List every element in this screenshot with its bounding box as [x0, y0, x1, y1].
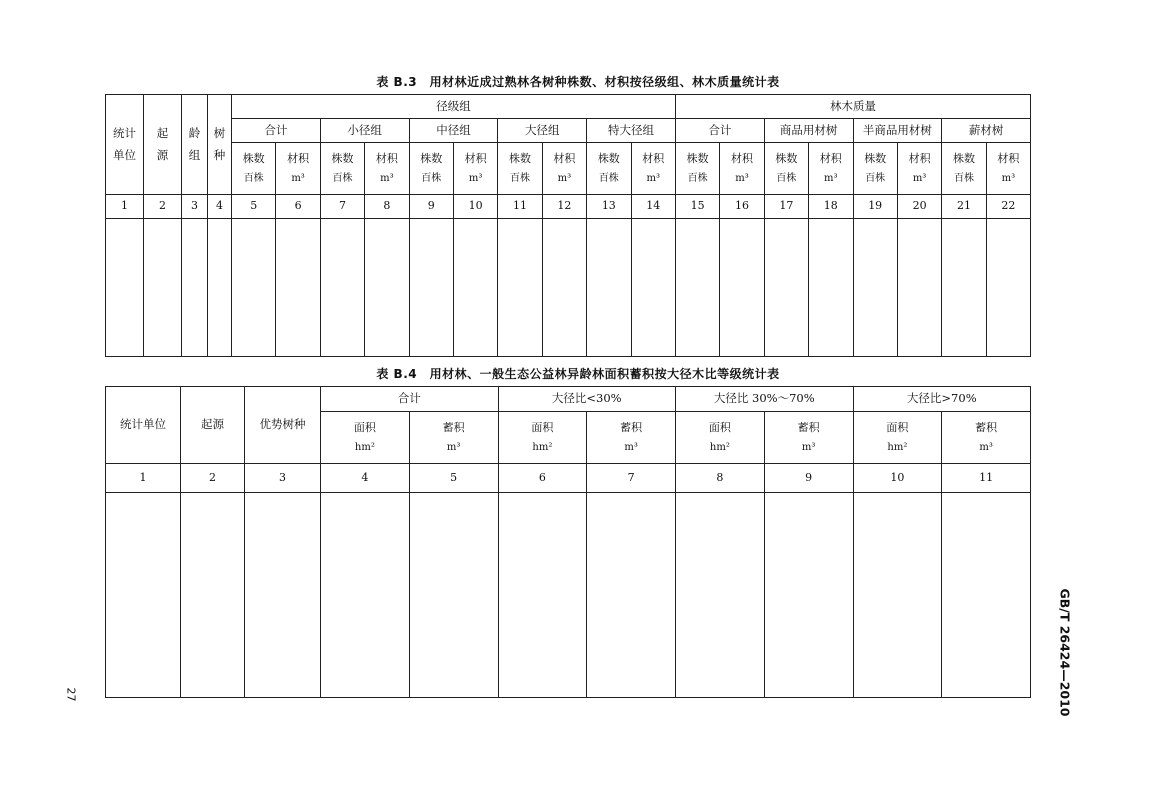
- empty-cell: [208, 219, 232, 357]
- measure-label: 材积: [464, 151, 487, 165]
- empty-cell: [853, 219, 897, 357]
- measure-header-first: [320, 143, 364, 195]
- measure-label: 材积: [642, 151, 665, 165]
- measure-header-first: [321, 412, 410, 464]
- measure-header-first: [498, 143, 542, 195]
- unit-label: 百株: [687, 173, 708, 185]
- empty-cell: [764, 219, 808, 357]
- table-row: [106, 493, 1031, 698]
- measure-header-second: [720, 143, 764, 195]
- measure-label: 材积: [908, 151, 931, 165]
- sub-header: 特大径组: [587, 119, 676, 143]
- unit-label: 百株: [243, 173, 264, 185]
- empty-cell: [365, 219, 409, 357]
- column-number: 8: [676, 464, 765, 493]
- empty-cell: [631, 219, 675, 357]
- empty-cell: [232, 219, 276, 357]
- unit-label: m³: [912, 173, 927, 185]
- unit-label: 百株: [865, 173, 886, 185]
- unit-label: 百株: [510, 173, 531, 185]
- column-number: 4: [321, 464, 410, 493]
- col-header-dominant-species: 优势树种: [245, 387, 321, 464]
- empty-cell: [498, 493, 587, 698]
- column-number: 22: [986, 195, 1030, 219]
- measure-label: 株数: [864, 151, 887, 165]
- column-number: 10: [453, 195, 497, 219]
- column-number: 3: [182, 195, 208, 219]
- table-b3: [105, 94, 1031, 357]
- empty-cell: [853, 493, 942, 698]
- unit-label: m³: [624, 442, 638, 454]
- measure-label: 蓄积: [975, 420, 998, 434]
- col-header-age-group: 龄组: [182, 95, 208, 195]
- empty-cell: [320, 219, 364, 357]
- unit-label: 百株: [953, 173, 974, 185]
- column-number: 2: [181, 464, 245, 493]
- measure-label: 蓄积: [797, 420, 820, 434]
- column-number: 20: [897, 195, 941, 219]
- empty-cell: [181, 493, 245, 698]
- col-header-origin: 起源: [144, 95, 182, 195]
- sub-header: 商品用材树: [764, 119, 853, 143]
- measure-header-first: [853, 412, 942, 464]
- column-number: 10: [853, 464, 942, 493]
- empty-cell: [321, 493, 410, 698]
- unit-label: hm²: [354, 442, 375, 454]
- empty-cell: [942, 493, 1031, 698]
- column-number: 2: [144, 195, 182, 219]
- unit-label: m³: [824, 173, 838, 185]
- measure-label: 株数: [242, 151, 265, 165]
- measure-header-second: [897, 143, 941, 195]
- standard-code: GB/T 26424—2010: [1057, 588, 1073, 717]
- measure-header-first: [942, 143, 986, 195]
- table-b4: [105, 386, 1031, 698]
- measure-label: 材积: [553, 151, 576, 165]
- empty-cell: [675, 219, 719, 357]
- unit-label: m³: [557, 173, 572, 185]
- measure-label: 面积: [708, 420, 731, 434]
- measure-label: 面积: [353, 420, 376, 434]
- unit-label: m³: [1001, 173, 1016, 185]
- empty-cell: [986, 219, 1030, 357]
- sub-header: 薪材树: [942, 119, 1031, 143]
- col-header-unit: 统计单位: [106, 387, 181, 464]
- unit-label: hm²: [887, 442, 908, 454]
- unit-label: m³: [291, 173, 305, 185]
- empty-cell: [587, 219, 631, 357]
- sub-header: 半商品用材树: [853, 119, 942, 143]
- column-number: 7: [587, 464, 676, 493]
- measure-header-second: [631, 143, 675, 195]
- col-header-species: 树种: [208, 95, 232, 195]
- measure-header-first: [587, 143, 631, 195]
- group-header-ratio-lt30: 大径比<30%: [498, 387, 676, 412]
- measure-label: 株数: [420, 151, 443, 165]
- measure-label: 蓄积: [442, 420, 465, 434]
- page-number: 27: [64, 687, 78, 702]
- empty-cell: [498, 219, 542, 357]
- column-number: 14: [631, 195, 675, 219]
- measure-header-first: [853, 143, 897, 195]
- empty-cell: [144, 219, 182, 357]
- measure-header-first: [232, 143, 276, 195]
- col-header-origin: 起源: [181, 387, 245, 464]
- empty-cell: [276, 219, 320, 357]
- column-number: 12: [542, 195, 586, 219]
- unit-label: 百株: [776, 173, 797, 185]
- column-number: 7: [320, 195, 364, 219]
- empty-cell: [409, 493, 498, 698]
- unit-label: 百株: [598, 173, 619, 185]
- unit-label: m³: [468, 173, 483, 185]
- table-b4-title: 表 B.4 用材林、一般生态公益林异龄林面积蓄积按大径木比等级统计表: [376, 367, 780, 381]
- measure-header-second: [986, 143, 1030, 195]
- column-number: 9: [409, 195, 453, 219]
- unit-label: m³: [979, 442, 993, 454]
- measure-header-first: [676, 412, 765, 464]
- empty-cell: [809, 219, 853, 357]
- group-header-timber-quality: 林木质量: [675, 95, 1030, 119]
- measure-label: 材积: [287, 151, 310, 165]
- sub-header: 小径组: [320, 119, 409, 143]
- measure-label: 株数: [331, 151, 354, 165]
- column-number: 18: [809, 195, 853, 219]
- empty-cell: [245, 493, 321, 698]
- empty-cell: [106, 493, 181, 698]
- column-number: 16: [720, 195, 764, 219]
- column-number: 1: [106, 464, 181, 493]
- measure-label: 面积: [531, 420, 554, 434]
- empty-cell: [409, 219, 453, 357]
- sub-header: 合计: [675, 119, 764, 143]
- unit-label: m³: [380, 173, 394, 185]
- measure-header-second: [276, 143, 320, 195]
- measure-label: 面积: [886, 420, 909, 434]
- column-number: 5: [409, 464, 498, 493]
- column-number: 1: [106, 195, 144, 219]
- sub-header: 中径组: [409, 119, 498, 143]
- column-number: 11: [942, 464, 1031, 493]
- unit-label: 百株: [332, 173, 353, 185]
- measure-label: 材积: [819, 151, 842, 165]
- empty-cell: [453, 219, 497, 357]
- unit-label: m³: [446, 442, 461, 454]
- unit-label: m³: [801, 442, 816, 454]
- column-number: 19: [853, 195, 897, 219]
- empty-cell: [182, 219, 208, 357]
- empty-cell: [942, 219, 986, 357]
- measure-row: [106, 143, 1031, 195]
- table-row: [106, 219, 1031, 357]
- unit-label: hm²: [709, 442, 730, 454]
- measure-header-first: [498, 412, 587, 464]
- unit-label: hm²: [532, 442, 553, 454]
- measure-label: 株数: [775, 151, 798, 165]
- column-number: 15: [675, 195, 719, 219]
- column-number: 11: [498, 195, 542, 219]
- column-number-row: [106, 464, 1031, 493]
- measure-header-second: [409, 412, 498, 464]
- col-header-unit: 统计单位: [106, 95, 144, 195]
- sub-header: 合计: [232, 119, 321, 143]
- empty-cell: [587, 493, 676, 698]
- column-number: 6: [276, 195, 320, 219]
- empty-cell: [720, 219, 764, 357]
- unit-label: 百株: [421, 173, 442, 185]
- measure-header-second: [942, 412, 1031, 464]
- measure-label: 株数: [686, 151, 709, 165]
- empty-cell: [676, 493, 765, 698]
- table-b3-title: 表 B.3 用材林近成过熟林各树种株数、材积按径级组、林木质量统计表: [376, 75, 780, 89]
- column-number: 21: [942, 195, 986, 219]
- header-row: [106, 95, 1031, 119]
- unit-label: m³: [735, 173, 749, 185]
- group-header-ratio-30-70: 大径比 30%～70%: [676, 387, 854, 412]
- measure-label: 材积: [731, 151, 754, 165]
- measure-header-first: [764, 143, 808, 195]
- measure-label: 材积: [375, 151, 398, 165]
- measure-header-second: [365, 143, 409, 195]
- measure-header-second: [809, 143, 853, 195]
- measure-header-second: [542, 143, 586, 195]
- empty-cell: [542, 219, 586, 357]
- column-number: 8: [365, 195, 409, 219]
- measure-header-first: [675, 143, 719, 195]
- empty-cell: [764, 493, 853, 698]
- measure-label: 材积: [997, 151, 1020, 165]
- measure-header-second: [453, 143, 497, 195]
- measure-label: 株数: [509, 151, 532, 165]
- measure-label: 蓄积: [620, 420, 643, 434]
- empty-cell: [106, 219, 144, 357]
- unit-label: m³: [646, 173, 660, 185]
- group-header-diameter-class: 径级组: [232, 95, 676, 119]
- column-number: 9: [764, 464, 853, 493]
- measure-header-second: [764, 412, 853, 464]
- sub-header: 大径组: [498, 119, 587, 143]
- measure-label: 株数: [952, 151, 975, 165]
- measure-header-second: [587, 412, 676, 464]
- column-number: 3: [245, 464, 321, 493]
- header-row: [106, 119, 1031, 143]
- column-number: 6: [498, 464, 587, 493]
- measure-label: 株数: [597, 151, 620, 165]
- measure-header-first: [409, 143, 453, 195]
- column-number-row: [106, 195, 1031, 219]
- column-number: 5: [232, 195, 276, 219]
- column-number: 17: [764, 195, 808, 219]
- column-number: 4: [208, 195, 232, 219]
- group-header-total: 合计: [321, 387, 499, 412]
- group-header-ratio-gt70: 大径比>70%: [853, 387, 1031, 412]
- column-number: 13: [587, 195, 631, 219]
- empty-cell: [897, 219, 941, 357]
- header-row: [106, 387, 1031, 412]
